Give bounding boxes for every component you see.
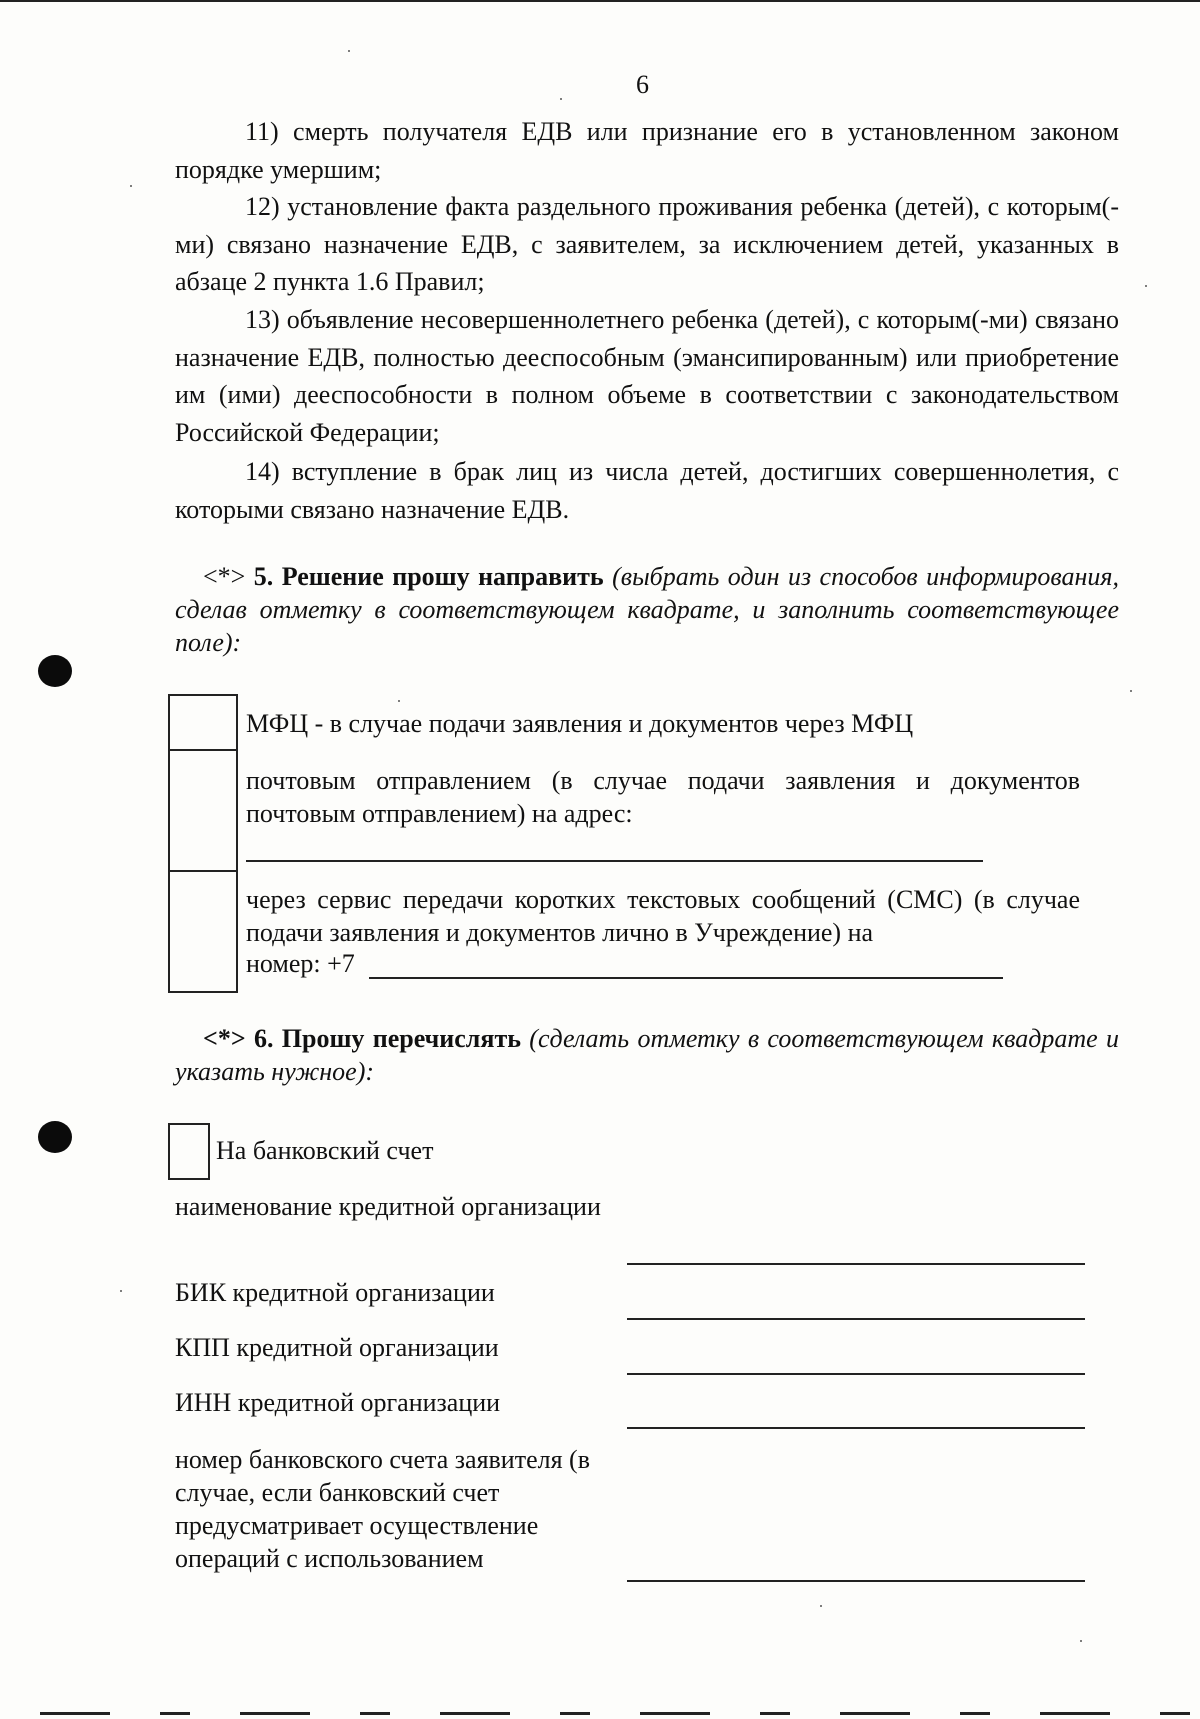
address-input-line[interactable] [246,860,983,862]
top-border-line [0,0,1200,2]
section-5-instruction: (выбрать один из способов информирования, сделав отметку в соответствующем квадрате, и заполнить соответствующее поле): [175,562,1119,657]
section-6-title: 6. Прошу перечислять [253,1024,521,1053]
item-14: 14) вступление в брак лиц из числа детей, достигших совершеннолетия, с которыми связано назначение ЕДВ. [175,457,1119,524]
scan-speck [1080,1640,1082,1642]
item-13: 13) объявление несовершеннолетнего ребенка (детей), с которым(-ми) связано назначение ЕДВ, полностью дееспособным (эмансипированным) или приобретение им (ими) дееспособности в полном объеме в соответствии с законодательством Российской Федерации; [175,305,1119,447]
mfc-checkbox[interactable] [168,694,238,751]
kpp-label: КПП кредитной организации [175,1333,499,1362]
bank-name-label: наименование кредитной организации [175,1192,601,1221]
section-5-title: 5. Решение прошу направить [253,562,604,591]
sms-option-label: через сервис передачи коротких текстовых сообщений (СМС) (в случае подачи заявления и документов лично в Учреждение) на [246,885,1080,947]
scan-speck [130,185,132,187]
scan-speck [1145,285,1147,287]
sms-checkbox[interactable] [168,870,238,993]
bik-input-line[interactable] [627,1318,1085,1320]
scan-speck [348,50,350,52]
section-6-instruction: (сделать отметку в соответствующем квадрате и указать нужное): [175,1024,1119,1086]
section-6-prefix: <*> [203,1024,254,1053]
inn-input-line[interactable] [627,1427,1085,1429]
bank-account-checkbox[interactable] [168,1123,210,1180]
kpp-input-line[interactable] [627,1373,1085,1375]
phone-label: номер: +7 [246,949,355,978]
punch-hole-mark [38,1121,72,1153]
phone-input-line[interactable] [369,977,1003,979]
item-11: 11) смерть получателя ЕДВ или признание его в установленном законом порядке умершим; [175,117,1119,184]
item-12: 12) установление факта раздельного проживания ребенка (детей), с которым(-ми) связано назначение ЕДВ, с заявителем, за исключением детей, указанных в абзаце 2 пункта 1.6 Правил; [175,192,1119,296]
section-6-heading [175,1022,1119,1088]
scan-speck [1130,690,1132,692]
account-number-input-line[interactable] [627,1580,1085,1582]
scan-speck [820,1605,822,1607]
bottom-scan-artifact [40,1712,1200,1715]
scan-speck [398,700,400,702]
scan-speck [120,1290,122,1292]
punch-hole-mark [38,655,72,687]
scan-speck [560,98,562,100]
account-number-label: номер банковского счета заявителя (в случае, если банковский счет предусматривает осуществление операций с использованием [175,1445,590,1573]
post-checkbox[interactable] [168,749,238,872]
inn-label: ИНН кредитной организации [175,1388,501,1417]
bik-label: БИК кредитной организации [175,1278,495,1307]
section-5-prefix: <*> [203,562,254,591]
bank-account-label: На банковский счет [216,1136,434,1165]
section-5-heading [175,560,1119,659]
bank-name-input-line[interactable] [627,1263,1085,1265]
page-number: 6 [636,70,649,99]
mfc-option-label: МФЦ - в случае подачи заявления и документов через МФЦ [246,709,914,738]
post-option-label: почтовым отправлением (в случае подачи заявления и документов почтовым отправлением) на адрес: [246,766,1080,828]
